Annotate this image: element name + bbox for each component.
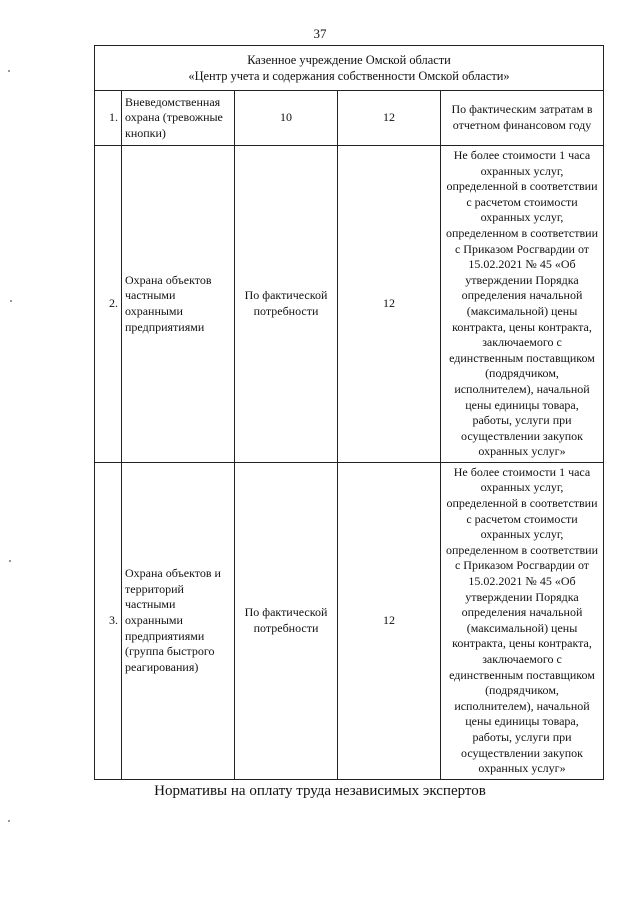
- service-name: Вневедомственная охрана (тревожные кнопки): [122, 91, 235, 146]
- section-title: Нормативы на оплату труда независимых экспертов: [154, 783, 486, 799]
- scan-speck: [9, 560, 11, 562]
- service-price: По фактическим затратам в отчетном финансовом году: [441, 91, 604, 146]
- page-number: 37: [313, 26, 327, 41]
- row-number: 3.: [95, 462, 122, 779]
- service-name: Охрана объектов и территорий частными охранными предприятиями (группа быстрого реагирования): [122, 462, 235, 779]
- org-header-cell: [95, 46, 604, 91]
- org-name-line1: Казенное учреждение Омской области: [247, 53, 451, 67]
- table-row: [95, 146, 604, 463]
- org-header-row: [95, 46, 604, 91]
- service-months: 12: [338, 146, 441, 463]
- norms-table: [94, 45, 604, 780]
- service-months: 12: [338, 91, 441, 146]
- scan-speck: [10, 300, 12, 302]
- service-price: Не более стоимости 1 часа охранных услуг, определенной в соответствии с расчетом стоимости охранных услуг, определенном в соответствии с Приказом Росгвардии от 15.02.2021 № 45 «Об утверждении Порядка определения начальной (максимальной) цены контракта, цены контракта, заключаемого с единственным поставщиком (подрядчиком, исполнителем), начальной цены единицы товара, работы, услуги при осуществлении закупок охранных услуг»: [441, 146, 604, 463]
- service-price: Не более стоимости 1 часа охранных услуг, определенной в соответствии с расчетом стоимости охранных услуг, определенном в соответствии с Приказом Росгвардии от 15.02.2021 № 45 «Об утверждении Порядка определения начальной (максимальной) цены контракта, цены контракта, заключаемого с единственным поставщиком (подрядчиком, исполнителем), начальной цены единицы товара, работы, услуги при осуществлении закупок охранных услуг»: [441, 462, 604, 779]
- service-quantity: По фактической потребности: [235, 462, 338, 779]
- table-row: [95, 462, 604, 779]
- scan-speck: [8, 70, 10, 72]
- service-months: 12: [338, 462, 441, 779]
- service-quantity: По фактической потребности: [235, 146, 338, 463]
- service-name: Охрана объектов частными охранными предприятиями: [122, 146, 235, 463]
- scan-speck: [8, 820, 10, 822]
- org-name-line2: «Центр учета и содержания собственности Омской области»: [188, 69, 510, 83]
- row-number: 1.: [95, 91, 122, 146]
- service-quantity: 10: [235, 91, 338, 146]
- table-row: [95, 91, 604, 146]
- row-number: 2.: [95, 146, 122, 463]
